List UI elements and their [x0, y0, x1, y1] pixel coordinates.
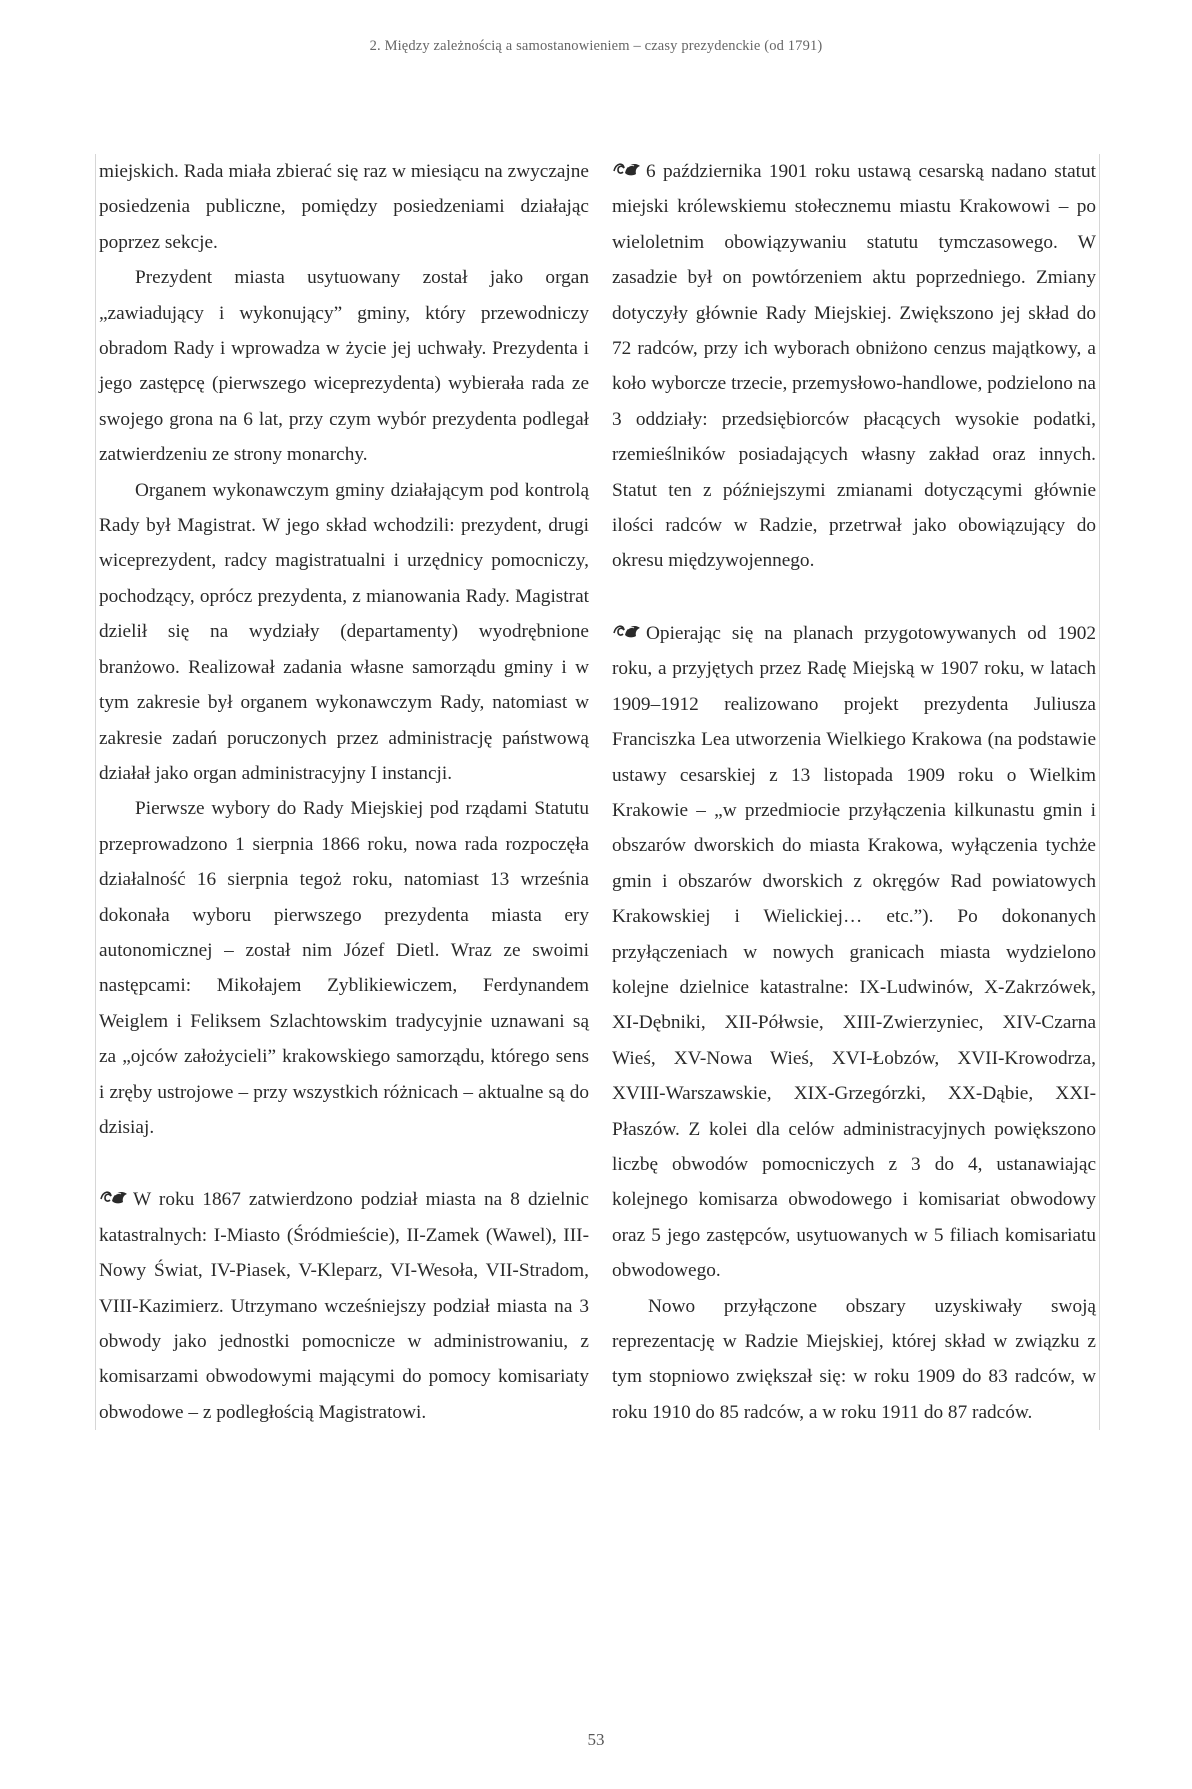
running-header: 2. Między zależnością a samostanowieniem – czasy prezydenckie (od 1791): [369, 38, 823, 54]
section-text: W roku 1867 zatwierdzono podział miasta na 8 dzielnic katastralnych: I-Miasto (Śródmieście), II-Zamek (Wawel), III-Nowy Świat, IV-Piasek, V-Kleparz, VI-Wesoła, VII-Stradom, VIII-Kazimierz. Utrzymano wcześniejszy podział miasta na 3 obwody jako jednostki pomocnicze w administrowaniu, z komisarzami obwodowymi mającymi do pomocy komisariaty obwodowe – z podległością Magistratowi.: [99, 1189, 589, 1423]
section-paragraph: [612, 154, 1096, 579]
fleuron-icon: [612, 159, 642, 179]
section-text: 6 października 1901 roku ustawą cesarską nadano statut miejski królewskiemu stołecznemu miastu Krakowowi – po wieloletnim obowiązywaniu statutu tymczasowego. W zasadzie był on powtórzeniem aktu poprzedniego. Zmiany dotyczyły głównie Rady Miejskiej. Zwiększono jej skład do 72 radców, przy ich wyborach obniżono cenzus majątkowy, a koło wyborcze trzecie, przemysłowo-handlowe, podzielono na 3 oddziały: przedsiębiorców płacących wysokie podatki, rzemieślników posiadających własny zakład oraz innych. Statut ten z późniejszymi zmianami dotyczącymi głównie ilości radców w Radzie, przetrwał jako obowiązujący do okresu międzywojennego.: [612, 161, 1096, 572]
section-paragraph: [612, 616, 1096, 1289]
paragraph: Nowo przyłączone obszary uzyskiwały swoją reprezentację w Radzie Miejskiej, której skład w związku z tym stopniowo zwiększał się: w roku 1909 do 83 radców, w roku 1910 do 85 radców, a w roku 1911 do 87 radców.: [612, 1295, 1096, 1423]
paragraph: Prezydent miasta usytuowany został jako organ „zawiadujący i wykonujący” gminy, który przewodniczy obradom Rady i wprowadza w życie jej uchwały. Prezydenta i jego zastępcę (pierwszego wiceprezydenta) wybierała rada ze swojego grona na 6 lat, przy czym wybór prezydenta podlegał zatwierdzeniu ze strony monarchy.: [99, 267, 589, 466]
paragraph: miejskich. Rada miała zbierać się raz w miesiącu na zwyczajne posiedzenia publiczne, pomiędzy posiedzeniami działając poprzez sekcje.: [99, 161, 589, 253]
fleuron-icon: [99, 1187, 129, 1207]
paragraph: Organem wykonawczym gminy działającym pod kontrolą Rady był Magistrat. W jego skład wchodzili: prezydent, drugi wiceprezydent, radcy magistratualni i urzędnicy pomocniczy, pochodzący, oprócz prezydenta, z mianowania Rady. Magistrat dzielił się na wydziały (departamenty) wyodrębnione branżowo. Realizował zadania własne samorządu gminy i w tym zakresie był organem wykonawczym Rady, natomiast w zakresie zadań poruczonych przez administrację państwową działał jako organ administracyjny I instancji.: [99, 479, 589, 784]
paragraph: Pierwsze wybory do Rady Miejskiej pod rządami Statutu przeprowadzono 1 sierpnia 1866 roku, nowa rada rozpoczęła działalność 16 sierpnia tegoż roku, natomiast 13 września dokonała wyboru pierwszego prezydenta miasta ery autonomicznej – został nim Józef Dietl. Wraz ze swoimi następcami: Mikołajem Zyblikiewiczem, Ferdynandem Weiglem i Feliksem Szlachtowskim tradycyjnie uznawani są za „ojców założycieli” krakowskiego samorządu, którego sens i zręby ustrojowe – przy wszystkich różnicach – aktualne są do dzisiaj.: [99, 798, 589, 1138]
section-paragraph: [99, 1182, 589, 1430]
fleuron-icon: [612, 621, 642, 641]
section-text: Opierając się na planach przygotowywanych od 1902 roku, a przyjętych przez Radę Miejską w 1907 roku, w latach 1909–1912 realizowano projekt prezydenta Juliusza Franciszka Lea utworzenia Wielkiego Krakowa (na podstawie ustawy cesarskiej z 13 listopada 1909 roku o Wielkim Krakowie – „w przedmiocie przyłączenia kilkunastu gmin i obszarów dworskich do miasta Krakowa, wyłączenia tychże gmin i obszarów dworskich z okręgów Rad powiatowych Krakowskiej i Wielickiej… etc.”). Po dokonanych przyłączeniach w nowych granicach miasta wydzielono kolejne dzielnice katastralne: IX-Ludwinów, X-Zakrzówek, XI-Dębniki, XII-Półwsie, XIII-Zwierzyniec, XIV-Czarna Wieś, XV-Nowa Wieś, XVI-Łobzów, XVII-Krowodrza, XVIII-Warszawskie, XIX-Grzegórzki, XX-Dąbie, XXI-Płaszów. Z kolei dla celów administracyjnych powiększono liczbę obwodów pomocniczych z 3 do 4, ustanawiając kolejnego komisarza obwodowego i komisariat obwodowy oraz 5 jego zastępców, usytuowanych w 5 filiach komisariatu obwodowego.: [612, 622, 1096, 1282]
page-number: 53: [587, 1730, 605, 1749]
left-column: [95, 154, 589, 1430]
right-column: [612, 154, 1100, 1430]
